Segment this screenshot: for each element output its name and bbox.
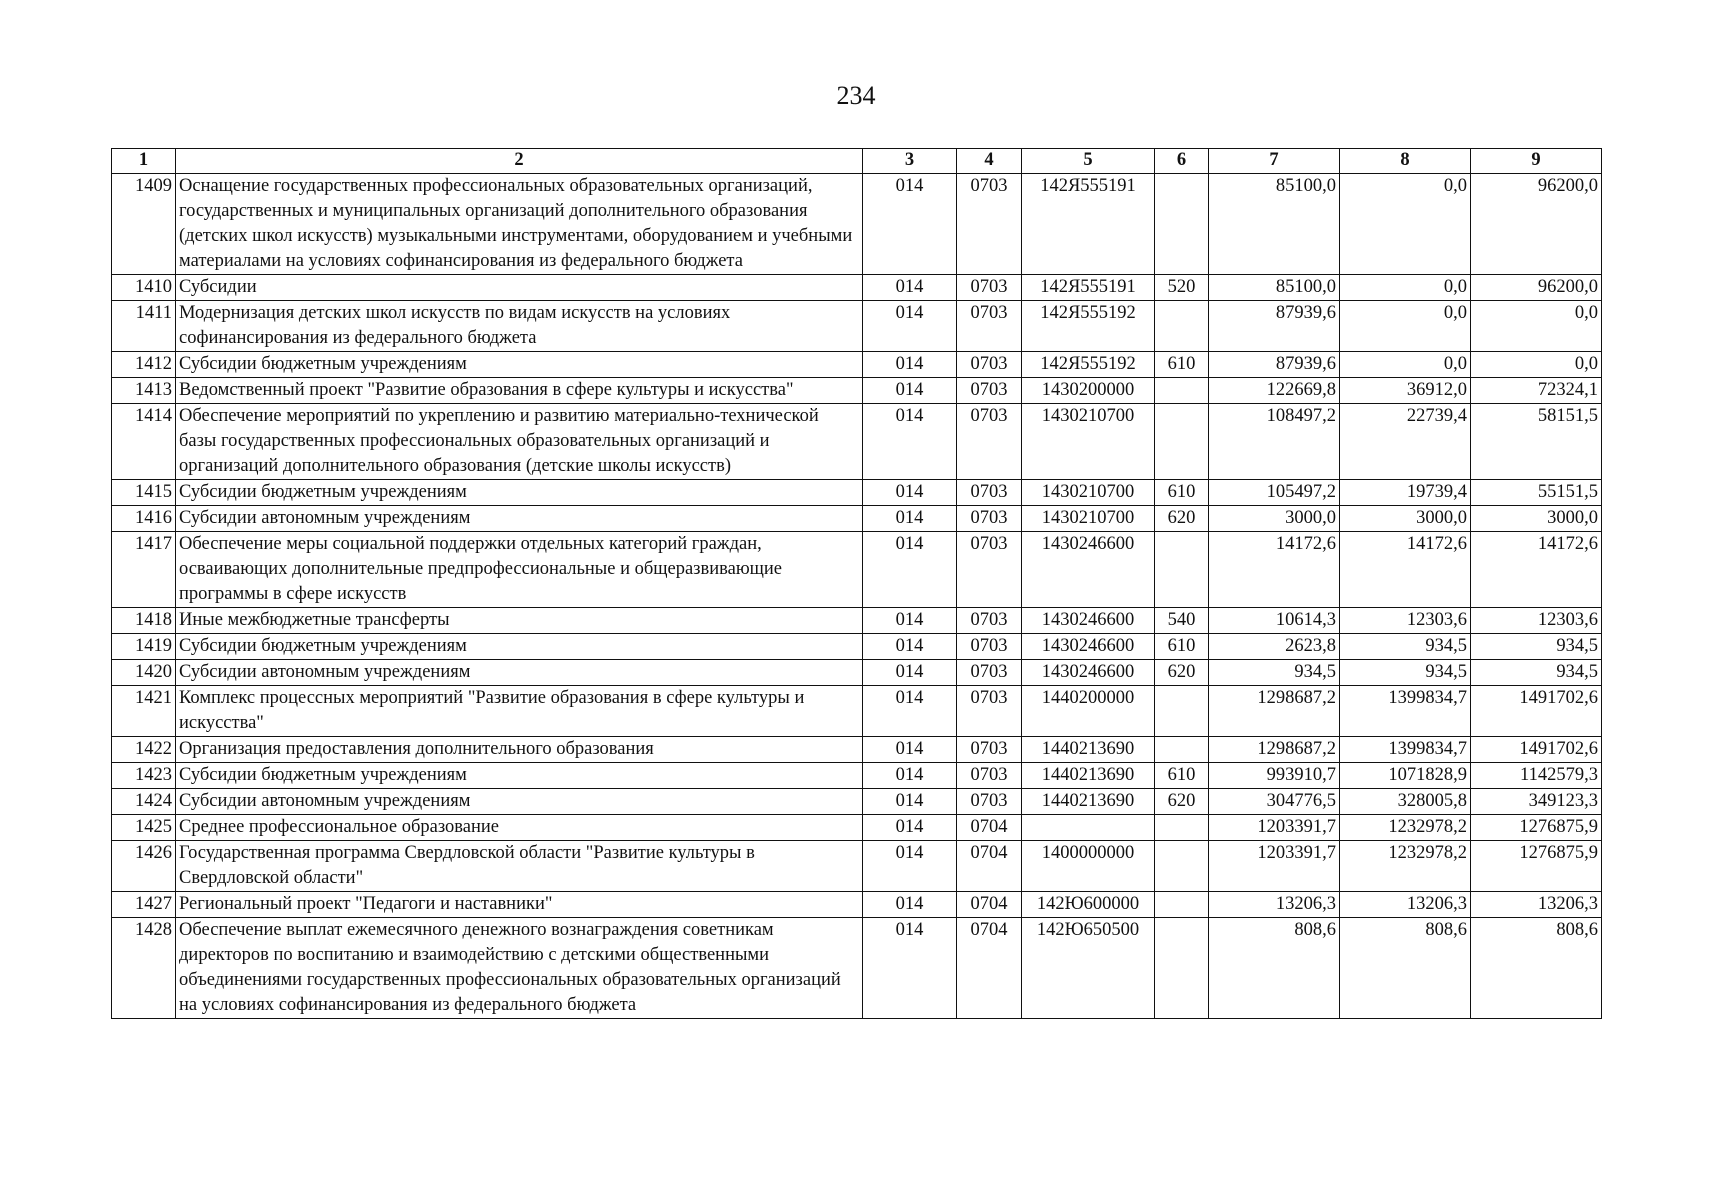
cell-code-4: 0704: [957, 841, 1022, 892]
cell-amount-7: 85100,0: [1209, 174, 1340, 275]
cell-code-4: 0703: [957, 275, 1022, 301]
row-number: 1416: [112, 506, 176, 532]
column-header: 1: [112, 149, 176, 174]
cell-amount-9: 13206,3: [1471, 892, 1602, 918]
cell-code-4: 0703: [957, 634, 1022, 660]
cell-amount-8: 0,0: [1340, 301, 1471, 352]
cell-amount-8: 0,0: [1340, 275, 1471, 301]
cell-code-3: 014: [863, 174, 957, 275]
cell-code-3: 014: [863, 275, 957, 301]
table-row: [112, 841, 1602, 892]
cell-code-4: 0704: [957, 892, 1022, 918]
row-name: Оснащение государственных профессиональных образовательных организаций, государственных и муниципальных организаций дополнительного образования (детских школ искусств) музыкальными инструментами, оборудованием и учебными материалами на условиях софинансирования из федерального бюджета: [176, 174, 863, 275]
cell-amount-8: 1071828,9: [1340, 763, 1471, 789]
cell-code-6: 620: [1155, 789, 1209, 815]
row-name: Субсидии бюджетным учреждениям: [176, 763, 863, 789]
cell-amount-9: 96200,0: [1471, 174, 1602, 275]
cell-code-4: 0703: [957, 608, 1022, 634]
table-row: [112, 634, 1602, 660]
table-row: [112, 608, 1602, 634]
cell-amount-8: 0,0: [1340, 174, 1471, 275]
cell-code-5: 142Ю600000: [1022, 892, 1155, 918]
cell-amount-9: 349123,3: [1471, 789, 1602, 815]
cell-code-3: 014: [863, 404, 957, 480]
row-number: 1421: [112, 686, 176, 737]
table-row: [112, 404, 1602, 480]
cell-code-6: 610: [1155, 352, 1209, 378]
cell-code-4: 0703: [957, 352, 1022, 378]
cell-code-4: 0703: [957, 506, 1022, 532]
cell-code-5: 142Я555191: [1022, 275, 1155, 301]
row-name: Субсидии бюджетным учреждениям: [176, 352, 863, 378]
cell-amount-8: 12303,6: [1340, 608, 1471, 634]
table-row: [112, 301, 1602, 352]
column-header: 5: [1022, 149, 1155, 174]
cell-code-4: 0703: [957, 378, 1022, 404]
page-number: 234: [836, 81, 876, 110]
cell-code-5: 142Я555192: [1022, 301, 1155, 352]
cell-amount-9: 1491702,6: [1471, 737, 1602, 763]
cell-code-3: 014: [863, 301, 957, 352]
row-number: 1413: [112, 378, 176, 404]
cell-code-4: 0703: [957, 686, 1022, 737]
cell-code-3: 014: [863, 480, 957, 506]
table-row: [112, 660, 1602, 686]
header-row: [112, 149, 1602, 174]
cell-amount-9: 1491702,6: [1471, 686, 1602, 737]
cell-code-6: 620: [1155, 660, 1209, 686]
cell-code-3: 014: [863, 506, 957, 532]
cell-code-6: [1155, 918, 1209, 1019]
cell-code-4: 0703: [957, 660, 1022, 686]
cell-code-3: 014: [863, 789, 957, 815]
cell-code-4: 0704: [957, 815, 1022, 841]
row-name: Субсидии автономным учреждениям: [176, 506, 863, 532]
column-header: 2: [176, 149, 863, 174]
cell-amount-7: 14172,6: [1209, 532, 1340, 608]
cell-code-3: 014: [863, 608, 957, 634]
cell-code-6: 520: [1155, 275, 1209, 301]
cell-amount-7: 304776,5: [1209, 789, 1340, 815]
row-name: Комплекс процессных мероприятий "Развитие образования в сфере культуры и искусства": [176, 686, 863, 737]
cell-amount-8: 36912,0: [1340, 378, 1471, 404]
table-row: [112, 506, 1602, 532]
cell-amount-7: 2623,8: [1209, 634, 1340, 660]
cell-amount-9: 934,5: [1471, 634, 1602, 660]
cell-code-3: 014: [863, 660, 957, 686]
cell-amount-7: 10614,3: [1209, 608, 1340, 634]
cell-amount-8: 1232978,2: [1340, 815, 1471, 841]
cell-code-6: [1155, 174, 1209, 275]
cell-code-4: 0703: [957, 763, 1022, 789]
row-number: 1411: [112, 301, 176, 352]
row-number: 1414: [112, 404, 176, 480]
row-name: Обеспечение выплат ежемесячного денежного вознаграждения советникам директоров по воспитанию и взаимодействию с детскими общественными объединениями государственных профессиональных образовательных организаций на условиях софинансирования из федерального бюджета: [176, 918, 863, 1019]
cell-amount-7: 3000,0: [1209, 506, 1340, 532]
row-name: Обеспечение меры социальной поддержки отдельных категорий граждан, осваивающих дополнительные предпрофессиональные и общеразвивающие программы в сфере искусств: [176, 532, 863, 608]
row-name: Субсидии бюджетным учреждениям: [176, 480, 863, 506]
cell-code-5: 1440213690: [1022, 789, 1155, 815]
row-number: 1410: [112, 275, 176, 301]
cell-code-3: 014: [863, 532, 957, 608]
table-row: [112, 174, 1602, 275]
row-number: 1415: [112, 480, 176, 506]
cell-amount-7: 808,6: [1209, 918, 1340, 1019]
cell-code-6: [1155, 815, 1209, 841]
cell-code-6: [1155, 532, 1209, 608]
cell-code-5: 1430210700: [1022, 480, 1155, 506]
cell-amount-8: 1232978,2: [1340, 841, 1471, 892]
row-number: 1412: [112, 352, 176, 378]
cell-code-3: 014: [863, 634, 957, 660]
cell-code-4: 0703: [957, 480, 1022, 506]
row-number: 1417: [112, 532, 176, 608]
row-number: 1419: [112, 634, 176, 660]
cell-amount-8: 13206,3: [1340, 892, 1471, 918]
cell-code-3: 014: [863, 892, 957, 918]
column-header: 9: [1471, 149, 1602, 174]
cell-amount-8: 19739,4: [1340, 480, 1471, 506]
cell-amount-7: 87939,6: [1209, 301, 1340, 352]
row-name: Субсидии автономным учреждениям: [176, 789, 863, 815]
cell-amount-8: 1399834,7: [1340, 737, 1471, 763]
cell-amount-9: 96200,0: [1471, 275, 1602, 301]
cell-amount-8: 3000,0: [1340, 506, 1471, 532]
cell-amount-9: 12303,6: [1471, 608, 1602, 634]
row-name: Субсидии: [176, 275, 863, 301]
cell-amount-9: 0,0: [1471, 301, 1602, 352]
cell-amount-7: 85100,0: [1209, 275, 1340, 301]
row-number: 1428: [112, 918, 176, 1019]
cell-amount-9: 3000,0: [1471, 506, 1602, 532]
row-number: 1426: [112, 841, 176, 892]
cell-code-5: [1022, 815, 1155, 841]
table-body: [112, 174, 1602, 1019]
row-number: 1418: [112, 608, 176, 634]
cell-code-4: 0703: [957, 532, 1022, 608]
row-name: Субсидии автономным учреждениям: [176, 660, 863, 686]
cell-code-6: 540: [1155, 608, 1209, 634]
cell-code-3: 014: [863, 378, 957, 404]
row-number: 1422: [112, 737, 176, 763]
cell-code-3: 014: [863, 763, 957, 789]
cell-code-4: 0703: [957, 301, 1022, 352]
cell-amount-9: 1142579,3: [1471, 763, 1602, 789]
cell-code-6: [1155, 301, 1209, 352]
cell-code-6: 620: [1155, 506, 1209, 532]
table-row: [112, 378, 1602, 404]
cell-code-6: [1155, 404, 1209, 480]
cell-amount-9: 14172,6: [1471, 532, 1602, 608]
cell-code-6: [1155, 737, 1209, 763]
table-row: [112, 275, 1602, 301]
cell-amount-9: 1276875,9: [1471, 815, 1602, 841]
table-row: [112, 352, 1602, 378]
cell-amount-9: 72324,1: [1471, 378, 1602, 404]
cell-amount-7: 1298687,2: [1209, 737, 1340, 763]
cell-code-4: 0703: [957, 737, 1022, 763]
table-row: [112, 686, 1602, 737]
cell-amount-8: 22739,4: [1340, 404, 1471, 480]
row-name: Региональный проект "Педагоги и наставники": [176, 892, 863, 918]
cell-code-5: 1440200000: [1022, 686, 1155, 737]
cell-code-4: 0703: [957, 789, 1022, 815]
cell-amount-8: 328005,8: [1340, 789, 1471, 815]
cell-code-6: [1155, 841, 1209, 892]
column-header: 7: [1209, 149, 1340, 174]
cell-code-6: [1155, 686, 1209, 737]
cell-amount-9: 934,5: [1471, 660, 1602, 686]
table-row: [112, 480, 1602, 506]
cell-amount-9: 808,6: [1471, 918, 1602, 1019]
cell-code-5: 1440213690: [1022, 763, 1155, 789]
cell-code-4: 0703: [957, 404, 1022, 480]
cell-code-4: 0704: [957, 918, 1022, 1019]
cell-code-3: 014: [863, 815, 957, 841]
cell-code-6: [1155, 378, 1209, 404]
cell-code-5: 1400000000: [1022, 841, 1155, 892]
cell-code-5: 142Я555192: [1022, 352, 1155, 378]
cell-amount-7: 993910,7: [1209, 763, 1340, 789]
cell-amount-8: 934,5: [1340, 634, 1471, 660]
table-row: [112, 892, 1602, 918]
row-name: Субсидии бюджетным учреждениям: [176, 634, 863, 660]
cell-amount-7: 87939,6: [1209, 352, 1340, 378]
cell-amount-7: 13206,3: [1209, 892, 1340, 918]
row-name: Среднее профессиональное образование: [176, 815, 863, 841]
cell-amount-7: 1298687,2: [1209, 686, 1340, 737]
cell-code-5: 1430246600: [1022, 532, 1155, 608]
table-row: [112, 737, 1602, 763]
cell-code-5: 1440213690: [1022, 737, 1155, 763]
cell-amount-7: 934,5: [1209, 660, 1340, 686]
cell-amount-7: 1203391,7: [1209, 841, 1340, 892]
cell-code-4: 0703: [957, 174, 1022, 275]
cell-code-6: 610: [1155, 634, 1209, 660]
table-row: [112, 918, 1602, 1019]
cell-amount-7: 105497,2: [1209, 480, 1340, 506]
cell-code-3: 014: [863, 841, 957, 892]
cell-code-5: 1430210700: [1022, 404, 1155, 480]
table-row: [112, 763, 1602, 789]
cell-code-6: 610: [1155, 480, 1209, 506]
cell-amount-8: 934,5: [1340, 660, 1471, 686]
column-header: 6: [1155, 149, 1209, 174]
cell-code-3: 014: [863, 918, 957, 1019]
row-number: 1425: [112, 815, 176, 841]
cell-amount-9: 55151,5: [1471, 480, 1602, 506]
row-name: Организация предоставления дополнительного образования: [176, 737, 863, 763]
cell-code-6: 610: [1155, 763, 1209, 789]
cell-amount-9: 0,0: [1471, 352, 1602, 378]
column-header: 4: [957, 149, 1022, 174]
row-number: 1409: [112, 174, 176, 275]
row-number: 1427: [112, 892, 176, 918]
cell-code-5: 1430200000: [1022, 378, 1155, 404]
row-number: 1424: [112, 789, 176, 815]
cell-amount-9: 1276875,9: [1471, 841, 1602, 892]
row-name: Иные межбюджетные трансферты: [176, 608, 863, 634]
column-header: 8: [1340, 149, 1471, 174]
cell-code-3: 014: [863, 686, 957, 737]
cell-code-3: 014: [863, 352, 957, 378]
table-row: [112, 789, 1602, 815]
row-number: 1423: [112, 763, 176, 789]
cell-code-5: 142Ю650500: [1022, 918, 1155, 1019]
table-header: [112, 149, 1602, 174]
row-name: Ведомственный проект "Развитие образования в сфере культуры и искусства": [176, 378, 863, 404]
cell-amount-8: 808,6: [1340, 918, 1471, 1019]
cell-amount-9: 58151,5: [1471, 404, 1602, 480]
column-header: 3: [863, 149, 957, 174]
table-row: [112, 815, 1602, 841]
row-name: Государственная программа Свердловской области "Развитие культуры в Свердловской области": [176, 841, 863, 892]
budget-table: [111, 148, 1602, 1019]
cell-amount-7: 108497,2: [1209, 404, 1340, 480]
row-number: 1420: [112, 660, 176, 686]
cell-code-6: [1155, 892, 1209, 918]
table-row: [112, 532, 1602, 608]
cell-amount-8: 1399834,7: [1340, 686, 1471, 737]
cell-code-5: 1430246600: [1022, 608, 1155, 634]
cell-code-5: 142Я555191: [1022, 174, 1155, 275]
cell-code-5: 1430246600: [1022, 660, 1155, 686]
cell-amount-7: 122669,8: [1209, 378, 1340, 404]
cell-amount-8: 0,0: [1340, 352, 1471, 378]
row-name: Модернизация детских школ искусств по видам искусств на условиях софинансирования из федерального бюджета: [176, 301, 863, 352]
cell-code-5: 1430210700: [1022, 506, 1155, 532]
cell-code-5: 1430246600: [1022, 634, 1155, 660]
cell-amount-7: 1203391,7: [1209, 815, 1340, 841]
cell-code-3: 014: [863, 737, 957, 763]
row-name: Обеспечение мероприятий по укреплению и развитию материально-технической базы государственных профессиональных образовательных организаций и организаций дополнительного образования (детские школы искусств): [176, 404, 863, 480]
cell-amount-8: 14172,6: [1340, 532, 1471, 608]
